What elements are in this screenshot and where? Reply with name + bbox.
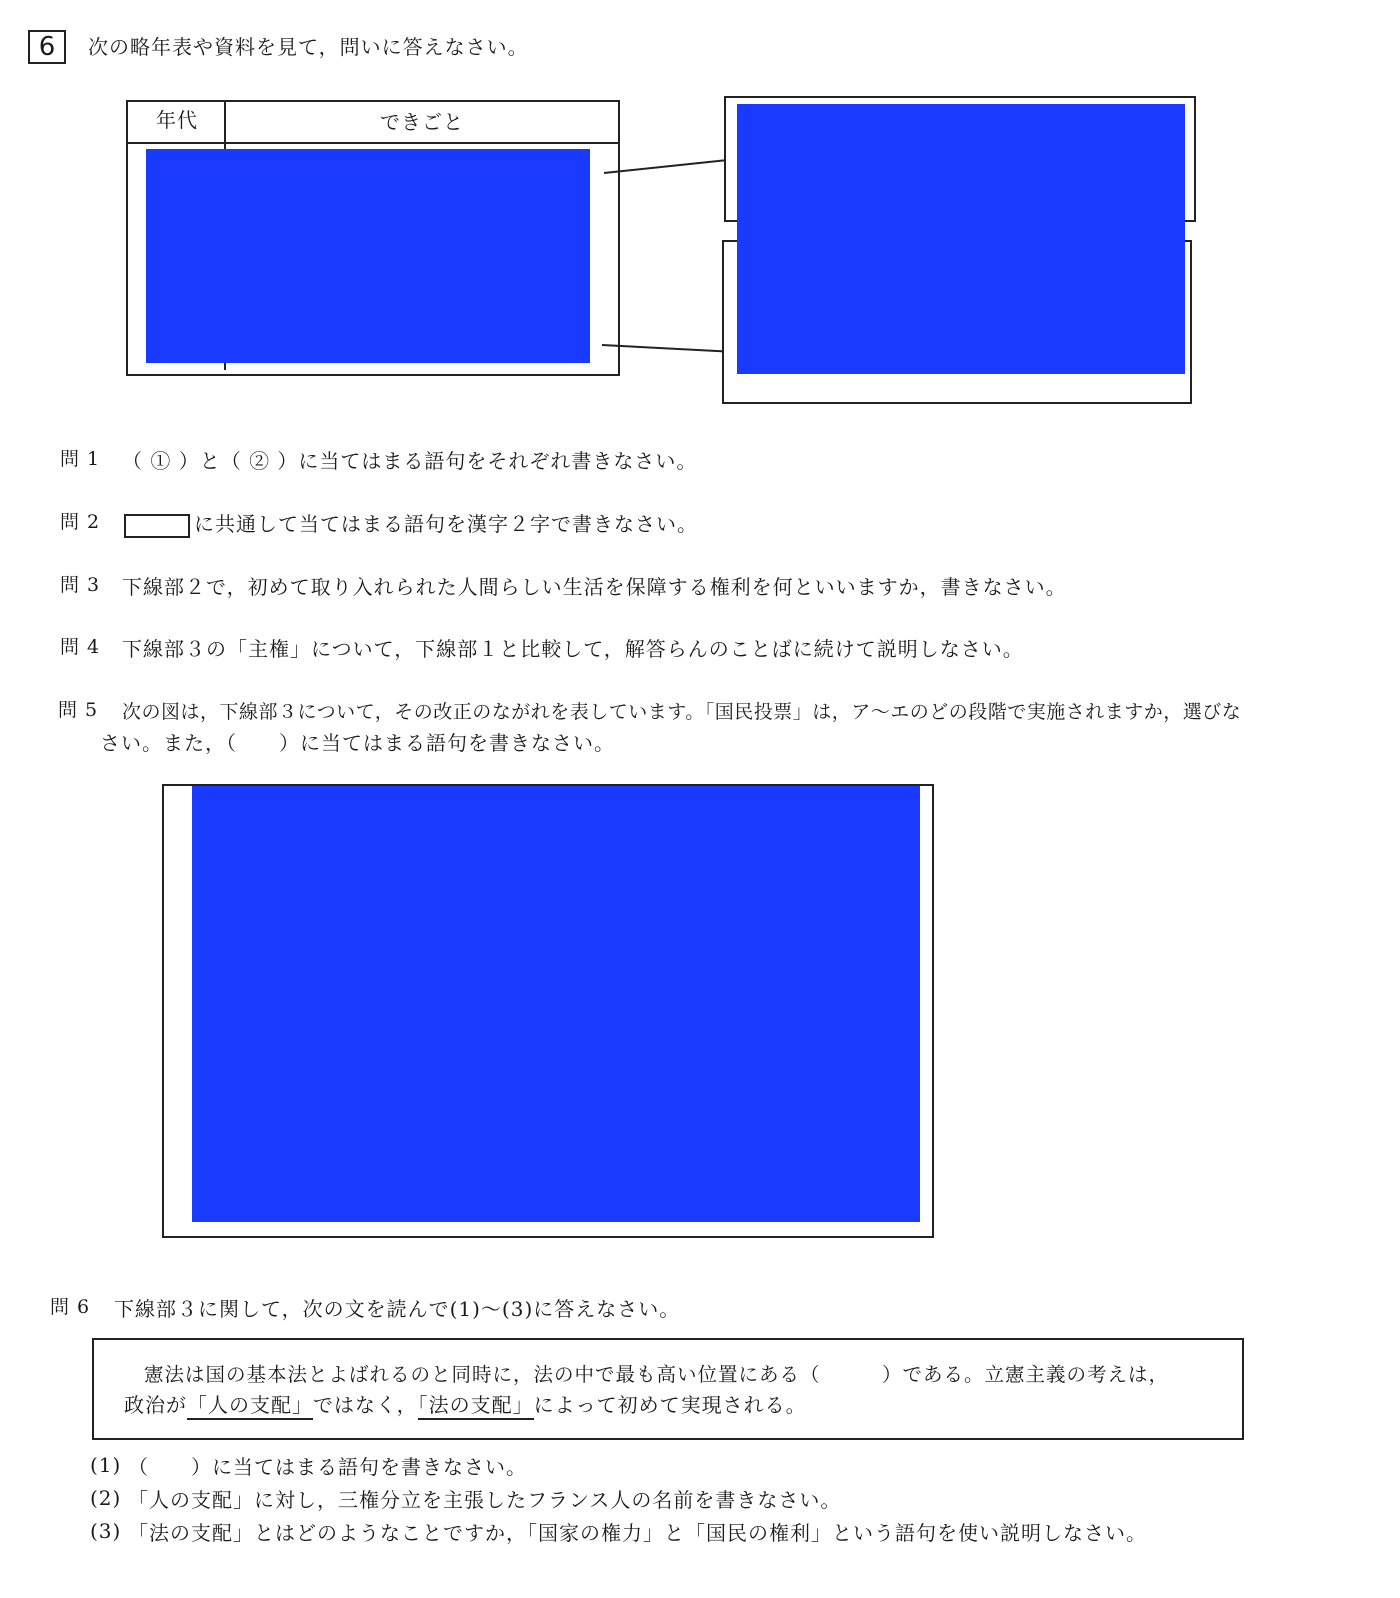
- question-3-text: 下線部２で，初めて取り入れられた人間らしい生活を保障する権利を何といいますか，書きなさい。: [122, 575, 1067, 599]
- amendment-figure-redacted: [192, 786, 920, 1222]
- question-1-text: （ ① ）と（ ② ）に当てはまる語句をそれぞれ書きなさい。: [122, 449, 698, 473]
- question-2-text: に共通して当てはまる語句を漢字２字で書きなさい。: [194, 512, 698, 536]
- timeline-header-year: 年代: [156, 108, 198, 132]
- question-5-text-line1: 次の図は，下線部３について，その改正のながれを表しています。「国民投票」は，ア～エのどの段階で実施されますか，選びな: [122, 701, 1242, 723]
- subquestion-3-number: (3): [90, 1519, 122, 1543]
- question-2-line: [120, 511, 698, 538]
- subquestion-1-number: (1): [90, 1453, 122, 1477]
- question-5-text-line2: さい。また，（ ）に当てはまる語句を書きなさい。: [100, 731, 615, 755]
- passage-line-1: 憲法は国の基本法とよばれるのと同時に，法の中で最も高い位置にある（ ）である。立憲主義の考えは，: [144, 1363, 1170, 1386]
- passage-box: [92, 1338, 1244, 1440]
- subquestion-2-text: 「人の支配」に対し，三権分立を主張したフランス人の名前を書きなさい。: [128, 1488, 842, 1512]
- passage-rule-of-law: 「法の支配」: [418, 1393, 534, 1420]
- passage-line2-e: によって初めて実現される。: [533, 1393, 807, 1417]
- section-instruction: 次の略年表や資料を見て，問いに答えなさい。: [88, 35, 529, 59]
- material-redacted-content: [737, 104, 1185, 374]
- question-6-number: 問 6: [50, 1296, 91, 1318]
- question-3-number: 問 3: [60, 574, 101, 596]
- section-number-box: [28, 30, 66, 64]
- timeline-header-divider: [128, 142, 618, 144]
- passage-line2-c: ではなく，: [313, 1393, 418, 1417]
- passage-line-2: [124, 1392, 807, 1418]
- question-2-number: 問 2: [60, 511, 101, 533]
- question-4-number: 問 4: [60, 636, 101, 658]
- passage-line2-a: 政治が: [124, 1393, 187, 1417]
- connector-line-top: [604, 159, 725, 173]
- timeline-redacted-content: [146, 149, 590, 363]
- question-5-number: 問 5: [58, 699, 99, 721]
- subquestion-2-number: (2): [90, 1486, 122, 1510]
- passage-rule-of-man: 「人の支配」: [187, 1393, 313, 1420]
- question-6-text: 下線部３に関して，次の文を読んで(1)～(3)に答えなさい。: [114, 1297, 681, 1321]
- connector-line-bottom: [602, 344, 724, 352]
- question-1-number: 問 1: [60, 448, 101, 470]
- subquestion-3-text: 「法の支配」とはどのようなことですか，「国家の権力」と「国民の権利」という語句を使い説明しなさい。: [128, 1521, 1147, 1545]
- subquestion-1-text: （ ）に当てはまる語句を書きなさい。: [128, 1455, 527, 1479]
- section-number: 6: [38, 32, 56, 62]
- answer-blank-box: [124, 514, 190, 538]
- question-4-text: 下線部３の「主権」について，下線部１と比較して，解答らんのことばに続けて説明しなさい。: [122, 637, 1024, 661]
- timeline-header-event: できごと: [380, 110, 464, 134]
